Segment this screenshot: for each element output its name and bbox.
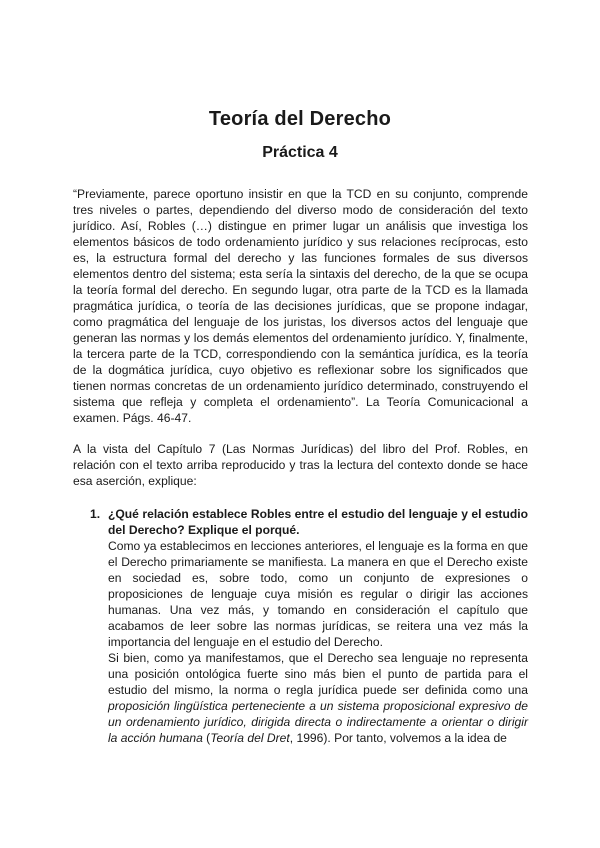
question-title: ¿Qué relación establece Robles entre el estudio del lenguaje y el estudio del Derecho? Explique el porqué. [108, 507, 528, 537]
document-subtitle: Práctica 4 [262, 144, 338, 161]
answer-p2-citation: Teoría del Dret [210, 731, 290, 745]
intro-paragraph: A la vista del Capítulo 7 (Las Normas Jurídicas) del libro del Prof. Robles, en relación con el texto arriba reproducido y tras la lectura del contexto donde se hace esa aserción, explique: [73, 442, 528, 488]
question-content [108, 506, 528, 746]
answer-p2-text: Si bien, como ya manifestamos, que el Derecho sea lenguaje no representa una posición ontológica fuerte sino más bien el punto de partida para el estudio del mismo, la norma o regla jurídica puede ser definida como una [108, 651, 528, 697]
quote-paragraph: “Previamente, parece oportuno insistir en que la TCD en su conjunto, comprende tres niveles o partes, dependiendo del diverso modo de consideración del texto jurídico. Así, Robles (…) distingue en primer lugar un análisis que investiga los elementos básicos de todo ordenamiento jurídico y sus relaciones recíprocas, esto es, la estructura formal del derecho y las funciones formales de sus diversos elementos dentro del sistema; esta sería la sintaxis del derecho, de la que se ocupa la teoría formal del derecho. En segundo lugar, otra parte de la TCD es la llamada pragmática jurídica, o teoría de las decisiones jurídicas, que se propone indagar, como pragmática del lenguaje de los juristas, los diversos actos del lenguaje que generan las normas y los demás elementos del ordenamiento jurídico. Y, finalmente, la tercera parte de la TCD, correspondiendo con la semántica jurídica, es la teoría de la dogmática jurídica, cuyo objetivo es reflexionar sobre los significados que tienen normas concretas de un ordenamiento jurídico determinado, construyendo el sistema que refleja y completa el ordenamiento”. La Teoría Comunicacional a examen. Págs. 46-47. [73, 187, 528, 425]
answer-paragraph-1: Como ya establecimos en lecciones anteriores, el lenguaje es la forma en que el Derecho primariamente se manifiesta. La manera en que el Derecho existe en sociedad es, sobre todo, como un conjunto de expresiones o proposiciones de lenguaje cuya misión es regular o dirigir las acciones humanas. Una vez más, y tomando en consideración el capítulo que acabamos de leer sobre las normas jurídicas, se reitera una vez más la importancia del lenguaje en el estudio del Derecho. [108, 539, 528, 649]
answer-paragraph-2 [108, 650, 528, 746]
answer-p2-paren: ( [202, 731, 211, 745]
answer-p2-italic-definition: proposición lingüística perteneciente a un sistema proposicional expresivo de un ordenamiento jurídico, dirigida directa o indirectamente a orientar o dirigir la acción humana [108, 699, 528, 745]
question-number: 1. [90, 507, 101, 521]
document-title: Teoría del Derecho [208, 108, 392, 130]
answer-p2-tail: , 1996). Por tanto, volvemos a la idea de [289, 731, 507, 745]
